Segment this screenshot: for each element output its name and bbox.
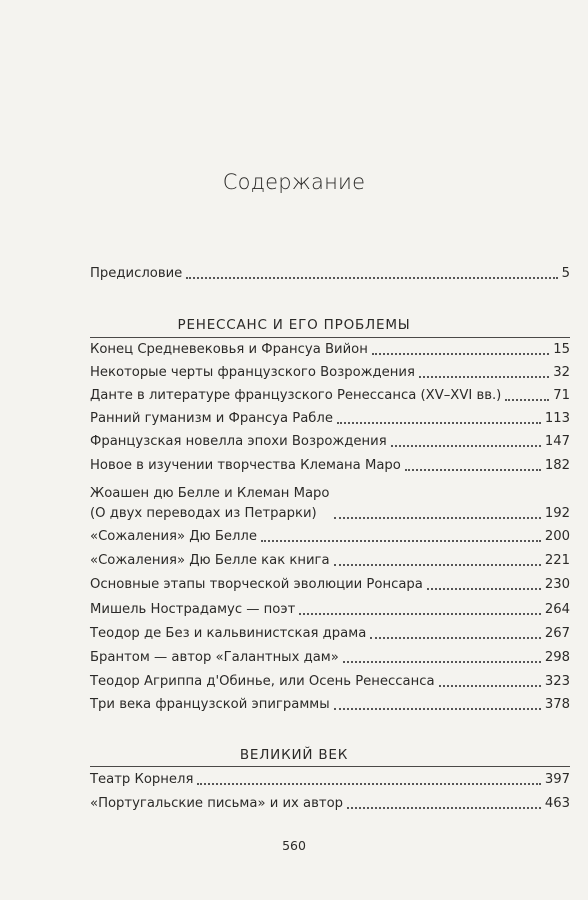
entry-title-line: (О двух переводах из Петрарки) — [90, 506, 317, 521]
toc-entry[interactable] — [90, 551, 570, 571]
dot-leader — [337, 421, 541, 424]
entry-page: 200 — [544, 529, 570, 544]
dot-leader — [439, 684, 541, 687]
toc-entry[interactable] — [90, 340, 570, 360]
page-title: Содержание — [222, 170, 366, 194]
toc-entry[interactable] — [90, 484, 570, 524]
entry-page: 267 — [544, 626, 570, 641]
toc-entry[interactable] — [90, 575, 570, 595]
entry-title: Французская новелла эпохи Возрождения — [90, 434, 387, 449]
dot-leader — [186, 276, 557, 279]
entry-title: Теодор де Без и кальвинистская драма — [90, 626, 367, 641]
toc-entry[interactable] — [90, 409, 570, 429]
toc-entry[interactable] — [90, 600, 570, 620]
entry-page: 182 — [544, 458, 570, 473]
entry-title: Конец Средневековья и Франсуа Вийон — [90, 342, 368, 357]
toc-entry[interactable] — [90, 456, 570, 476]
section-rule — [90, 766, 570, 767]
toc-entry[interactable] — [90, 672, 570, 692]
entry-page: 113 — [544, 411, 570, 426]
toc-entry[interactable] — [90, 794, 570, 814]
entry-page: 323 — [544, 674, 570, 689]
section-heading: РЕНЕССАНС И ЕГО ПРОБЛЕМЫ — [177, 317, 411, 333]
dot-leader — [334, 707, 541, 710]
entry-page: 32 — [553, 365, 570, 380]
entry-page: 463 — [544, 796, 570, 811]
toc-entry[interactable] — [90, 386, 570, 406]
dot-leader — [347, 806, 541, 809]
entry-page: 192 — [544, 506, 570, 521]
toc-entry-preface[interactable] — [90, 264, 570, 284]
dot-leader — [505, 398, 549, 401]
toc-entry[interactable] — [90, 695, 570, 715]
entry-page: 397 — [544, 772, 570, 787]
dot-leader — [427, 587, 541, 590]
dot-leader — [419, 375, 549, 378]
entry-title: Предисловие — [90, 266, 183, 281]
dot-leader — [197, 782, 540, 785]
entry-title: Ранний гуманизм и Франсуа Рабле — [90, 411, 333, 426]
entry-title: Некоторые черты французского Возрождения — [90, 365, 415, 380]
toc-entry[interactable] — [90, 363, 570, 383]
dot-leader — [372, 352, 549, 355]
entry-page: 15 — [553, 342, 570, 357]
entry-title: Театр Корнеля — [90, 772, 194, 787]
entry-title: Основные этапы творческой эволюции Ронсара — [90, 577, 423, 592]
toc-entry[interactable] — [90, 527, 570, 547]
entry-title: Мишель Нострадамус — поэт — [90, 602, 296, 617]
entry-page: 5 — [561, 266, 570, 281]
entry-page: 230 — [544, 577, 570, 592]
entry-title: Брантом — автор «Галантных дам» — [90, 650, 339, 665]
entry-title — [90, 484, 330, 524]
dot-leader — [405, 468, 541, 471]
dot-leader — [299, 612, 541, 615]
entry-page: 147 — [544, 434, 570, 449]
dot-leader — [391, 444, 541, 447]
entry-page: 378 — [544, 697, 570, 712]
page-number: 560 — [282, 838, 306, 853]
entry-page: 71 — [553, 388, 570, 403]
section-heading: ВЕЛИКИЙ ВЕК — [239, 747, 349, 763]
entry-title: Теодор Агриппа д'Обинье, или Осень Ренессанса — [90, 674, 435, 689]
entry-title: «Сожаления» Дю Белле — [90, 529, 257, 544]
dot-leader — [334, 516, 541, 519]
entry-page: 264 — [544, 602, 570, 617]
entry-title: «Сожаления» Дю Белле как книга — [90, 553, 330, 568]
entry-title-line: Жоашен дю Белле и Клеман Маро — [90, 486, 330, 501]
section-rule — [90, 337, 570, 338]
toc-entry[interactable] — [90, 648, 570, 668]
dot-leader — [334, 563, 541, 566]
dot-leader — [261, 539, 541, 542]
entry-title: Новое в изучении творчества Клемана Маро — [90, 458, 401, 473]
entry-title: Данте в литературе французского Ренессанса (XV–XVI вв.) — [90, 388, 502, 403]
toc-entry[interactable] — [90, 432, 570, 452]
dot-leader — [370, 636, 541, 639]
entry-title: Три века французской эпиграммы — [90, 697, 330, 712]
entry-page: 298 — [544, 650, 570, 665]
dot-leader — [343, 660, 541, 663]
entry-title: «Португальские письма» и их автор — [90, 796, 344, 811]
toc-entry[interactable] — [90, 624, 570, 644]
entry-page: 221 — [544, 553, 570, 568]
toc-entry[interactable] — [90, 770, 570, 790]
